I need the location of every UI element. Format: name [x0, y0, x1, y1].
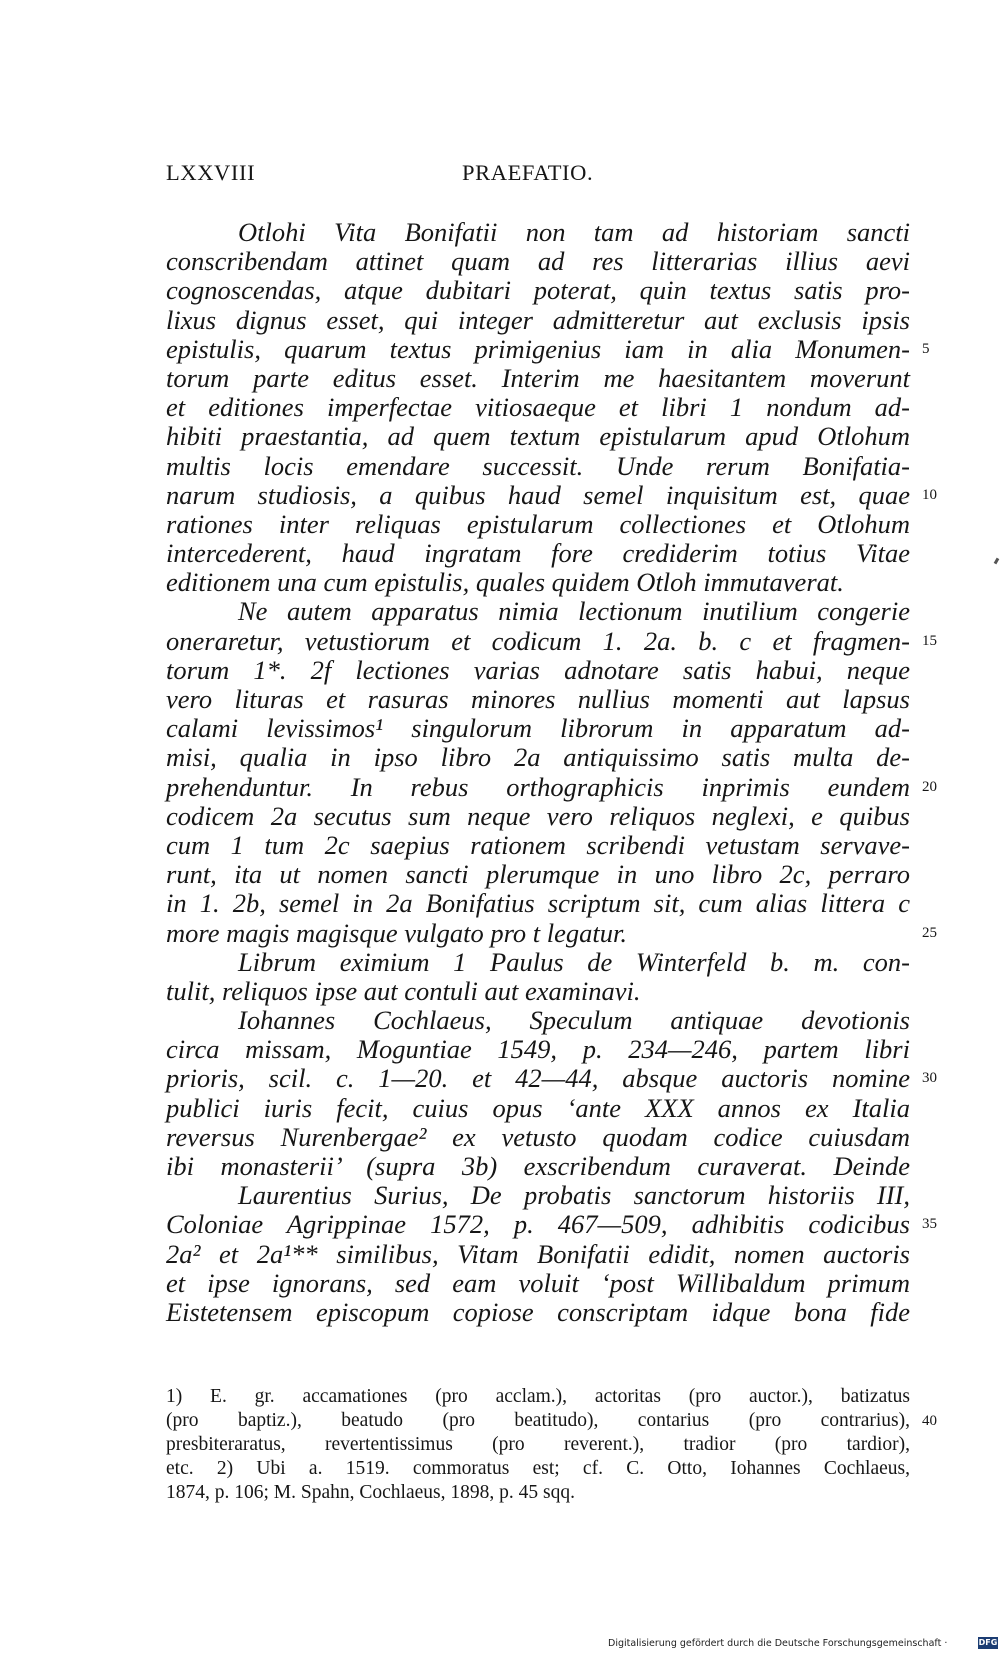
footnote-line [166, 1457, 910, 1481]
text-line-text: intercederent, haud ingratam fore crediderim totius Vitae [166, 538, 910, 569]
text-line-text: more magis magisque vulgato pro t legatur. [166, 917, 628, 948]
text-line [166, 1006, 910, 1035]
text-line-text: lixus dignus esset, qui integer admitteretur aut exclusis ipsis [166, 304, 910, 335]
footnote-line-text: 1874, p. 106; M. Spahn, Cochlaeus, 1898, p. 45 sqq. [166, 1482, 575, 1504]
text-line [166, 333, 930, 364]
text-line-text: prioris, scil. c. 1—20. et 42—44, absque auctoris nomine [166, 1063, 910, 1094]
text-line [166, 1063, 937, 1094]
text-line [166, 802, 910, 831]
text-line-text: rationes inter reliquas epistularum collectiones et Otlohum [166, 508, 910, 539]
text-line [166, 1240, 910, 1269]
margin-line-number: 5 [922, 340, 930, 357]
text-line-text: prehenduntur. In rebus orthographicis inprimis eundem [166, 771, 910, 802]
text-line-text: Librum eximium 1 Paulus de Winterfeld b. m. con- [238, 946, 910, 977]
text-line-text: multis locis emendare successit. Unde rerum Bonifatia- [166, 450, 910, 481]
text-line-text: tulit, reliquos ipse aut contuli aut examinavi. [166, 975, 641, 1006]
text-line-text: torum parte editus esset. Interim me haesitantem moverunt [166, 362, 910, 393]
text-line-text: Laurentius Surius, De probatis sanctorum historiis III, [238, 1180, 910, 1211]
margin-line-number: 40 [922, 1413, 937, 1430]
text-line-text: misi, qualia in ipso libro 2a antiquissimo satis multa de- [166, 742, 910, 773]
text-line-text: hibiti praestantia, ad quem textum epistularum apud Otlohum [166, 421, 910, 452]
footnote-line [166, 1433, 910, 1457]
footnote-line [166, 1385, 910, 1409]
text-line-text: et editiones imperfectae vitiosaeque et libri 1 nondum ad- [166, 392, 910, 423]
text-line-text: runt, ita ut nomen sancti plerumque in uno libro 2c, perraro [166, 859, 910, 890]
text-line-text: cum 1 tum 2c saepius rationem scribendi vetustam servave- [166, 829, 910, 860]
text-line [166, 1035, 910, 1064]
text-line [166, 306, 910, 335]
text-line [166, 568, 910, 597]
text-line-text: Ne autem apparatus nimia lectionum inutilium congerie [238, 596, 910, 627]
text-line [166, 1152, 910, 1181]
footnote-line [166, 1481, 910, 1505]
page-number: LXXVIII [166, 160, 256, 185]
text-line-text: Otlohi Vita Bonifatii non tam ad historiam sancti [238, 217, 910, 247]
text-line [166, 1269, 910, 1298]
digitization-credit: Digitalisierung gefördert durch die Deutsche Forschungsgemeinschaft · [608, 1638, 948, 1649]
margin-line-number: 15 [922, 632, 937, 649]
text-line [166, 1209, 937, 1240]
text-line-text: calami levissimos¹ singulorum librorum in apparatum ad- [166, 713, 910, 744]
margin-line-number: 35 [922, 1216, 937, 1233]
text-line-text: narum studiosis, a quibus haud semel inquisitum est, quae [166, 479, 910, 510]
footnotes [166, 1385, 937, 1505]
text-line-text: ibi monasterii’ (supra 3b) exscribendum curaverat. Deinde [166, 1151, 910, 1181]
text-line [166, 860, 910, 889]
text-line [166, 218, 910, 247]
footnote-line-text: etc. 2) Ubi a. 1519. commoratus est; cf. C. Otto, Iohannes Cochlaeus, [166, 1458, 910, 1480]
text-line-text: reversus Nurenbergae² ex vetusto quodam codice cuiusdam [166, 1121, 910, 1152]
text-line [166, 479, 937, 510]
text-line [166, 656, 910, 685]
text-line-text: codicem 2a secutus sum neque vero reliquos neglexi, e quibus [166, 800, 910, 831]
text-line [166, 1123, 910, 1152]
text-line [166, 1181, 910, 1210]
text-line [166, 364, 910, 393]
text-line-text: et ipse ignorans, sed eam voluit ‘post Willibaldum primum [166, 1267, 910, 1298]
text-line [166, 1094, 910, 1123]
text-line [166, 452, 910, 481]
footnote-line-text: (pro baptiz.), beatudo (pro beatitudo), contarius (pro contrarius), [166, 1410, 910, 1432]
running-title: PRAEFATIO. [462, 160, 594, 185]
text-line-text: epistulis, quarum textus primigenius iam in alia Monumen- [166, 333, 910, 364]
text-line [166, 771, 937, 802]
text-line [166, 539, 910, 568]
margin-line-number: 25 [922, 924, 937, 941]
text-line [166, 977, 910, 1006]
text-line [166, 917, 937, 948]
margin-line-number: 20 [922, 778, 937, 795]
text-line [166, 393, 910, 422]
running-header [166, 160, 910, 192]
text-line-text: editionem una cum epistulis, quales quidem Otloh immutaverat. [166, 567, 844, 598]
footnote-line-text: presbiteraratus, revertentissimus (pro reverent.), tradior (pro tardior), [166, 1434, 910, 1456]
text-line [166, 948, 910, 977]
text-line [166, 714, 910, 743]
margin-line-number: 10 [922, 486, 937, 503]
text-line-text: Eistetensem episcopum copiose conscriptam idque bona fide [166, 1296, 910, 1327]
text-line-text: publici iuris fecit, cuius opus ‘ante XXX annos ex Italia [166, 1092, 910, 1123]
text-line-text: in 1. 2b, semel in 2a Bonifatius scriptum sit, cum alias littera c [166, 888, 910, 919]
footnote-line-text: 1) E. gr. accamationes (pro acclam.), actoritas (pro auctor.), batizatus [166, 1386, 910, 1407]
text-line [166, 743, 910, 772]
text-line [166, 831, 910, 860]
text-line-text: vero lituras et rasuras minores nullius momenti aut lapsus [166, 684, 910, 714]
text-line [166, 1298, 910, 1327]
text-line-text: Iohannes Cochlaeus, Speculum antiquae devotionis [238, 1005, 910, 1036]
text-line [166, 247, 910, 276]
main-text [166, 217, 937, 1327]
margin-mark [994, 558, 1000, 565]
text-line [166, 510, 910, 539]
text-line-text: oneraretur, vetustiorum et codicum 1. 2a. b. c et fragmen- [166, 625, 910, 656]
text-line [166, 276, 910, 305]
text-line-text: torum 1*. 2f lectiones varias adnotare satis habui, neque [166, 654, 910, 685]
dfg-logo-badge: DFG [978, 1638, 998, 1647]
text-line [166, 597, 910, 626]
text-line [166, 625, 937, 656]
text-line-text: Coloniae Agrippinae 1572, p. 467—509, adhibitis codicibus [166, 1209, 910, 1240]
text-line-text: cognoscendas, atque dubitari poterat, quin textus satis pro- [166, 275, 910, 306]
text-line [166, 422, 910, 451]
margin-line-number: 30 [922, 1070, 937, 1087]
text-line-text: conscribendam attinet quam ad res litterarias illius aevi [166, 246, 910, 277]
text-line [166, 685, 910, 714]
text-line-text: circa missam, Moguntiae 1549, p. 234—246, partem libri [166, 1034, 910, 1065]
footnote-line [166, 1409, 937, 1433]
text-line-text: 2a² et 2a¹** similibus, Vitam Bonifatii edidit, nomen auctoris [166, 1238, 910, 1269]
text-line [166, 889, 910, 918]
